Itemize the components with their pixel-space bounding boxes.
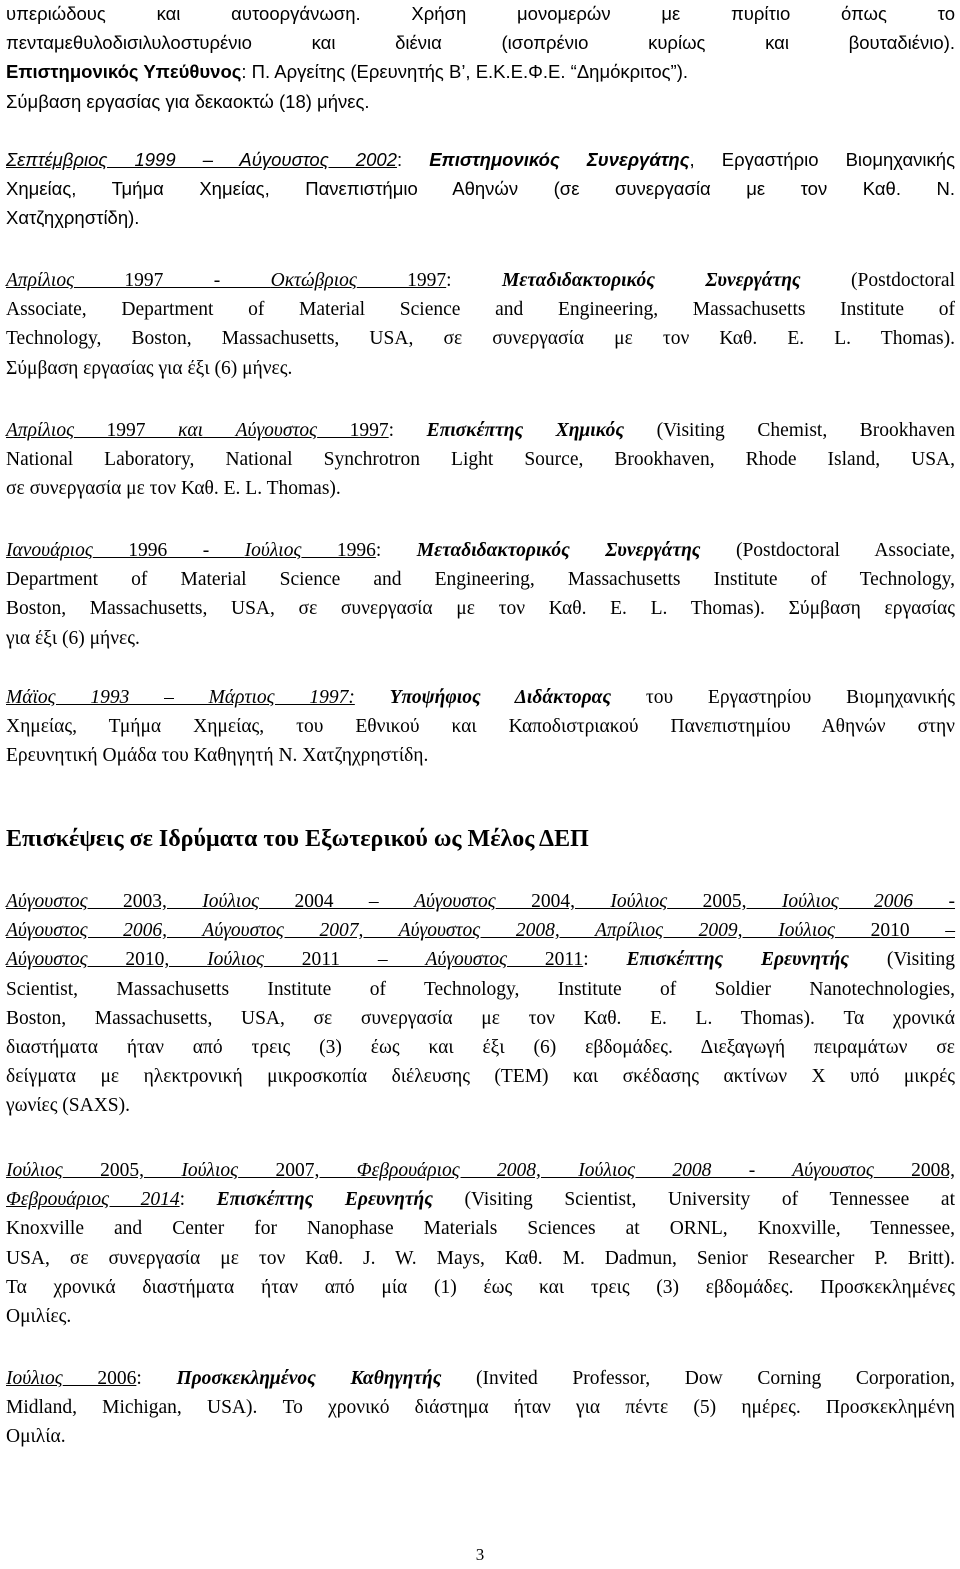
text-line: National Laboratory, National Synchrotron Light Source, Brookhaven, Rhode Island, USA, (6, 449, 955, 471)
date-year: 1997 (317, 420, 389, 441)
text-line: Ερευνητική Ομάδα του Καθηγητή Ν. Χατζηχρηστίδη. (6, 745, 429, 767)
date-month: Αύγουστος (235, 420, 318, 441)
date-year: 2006 (62, 1368, 137, 1389)
text-line: Τα χρονικά διαστήματα ήταν από μία (1) έως και τρεις (3) εβδομάδες. Προσκεκλημένες (6, 1276, 955, 1298)
text-line: Ομιλίες. (6, 1306, 72, 1328)
text-line: Φεβρουάριος 2014: Επισκέπτης Ερευνητής (Visiting Scientist, University of Tennessee at (6, 1189, 955, 1211)
text-fragment: (Postdoctoral (800, 270, 955, 291)
visit-tennessee (6, 1156, 955, 1331)
text-fragment: του Εργαστηρίου Βιομηχανικής (611, 687, 955, 708)
date-range (6, 420, 389, 441)
text-line: Ιανουάριος 1996 - Ιούλιος 1996: Μεταδιδακτορικός Συνεργάτης (Postdoctoral Associate, (6, 540, 956, 561)
text-line: Σύμβαση εργασίας για δεκαοκτώ (18) μήνες. (6, 90, 370, 112)
text-line: Αύγουστος 2010, Ιούλιος 2011 – Αύγουστος 2011: Επισκέπτης Ερευνητής (Visiting (6, 949, 956, 971)
date-space (203, 420, 236, 441)
date-range: Σεπτέμβριος 1999 – Αύγουστος 2002 (6, 149, 397, 170)
date-month: Αύγουστος 2006, Αύγουστος 2007, Αύγουστος 2008, Απρίλιος 2009, Ιούλιος (6, 920, 835, 942)
text-line: Απρίλιος 1997 - Οκτώβριος 1997: Μεταδιδακτορικός Συνεργάτης (Postdoctoral (6, 270, 955, 291)
date-year: 2005, (667, 891, 782, 912)
text-line (6, 1156, 955, 1185)
text-fragment: (Visiting Scientist, University of Tennessee at (432, 1189, 955, 1211)
text-fragment: , Εργαστήριο Βιομηχανικής (689, 149, 956, 170)
date-year: 2005, (62, 1160, 182, 1181)
text-fragment: (Visiting Chemist, Brookhaven (624, 420, 956, 441)
text-line: USA, σε συνεργασία με τον Καθ. J. W. Mays, Καθ. M. Dadmun, Senior Researcher P. Britt). (6, 1247, 955, 1269)
date-year: 1997 (356, 270, 447, 291)
date-month: Απρίλιος (6, 270, 74, 291)
date-range (6, 270, 446, 291)
date-year: 2010 – (834, 920, 955, 942)
role-title: Μεταδιδακτορικός Συνεργάτης (416, 540, 701, 561)
text-line: Χημείας, Τμήμα Χημείας, του Εθνικού και Καποδιστριακού Πανεπιστημίου Αθηνών στην (6, 716, 955, 738)
date-range: Μάϊος 1993 – Μάρτιος 1997: (6, 687, 355, 708)
date-month: Ιούλιος (6, 1160, 63, 1181)
date-month: Αύγουστος (414, 891, 496, 912)
text-line (6, 916, 955, 945)
entry-1999-2002 (6, 145, 955, 233)
page-number: 3 (475, 1545, 485, 1564)
date-range: Φεβρουάριος 2014 (6, 1189, 180, 1211)
entry-1996-postdoc (6, 536, 955, 653)
date-month: Φεβρουάριος 2008, Ιούλιος 2008 - Αύγουστος (356, 1160, 874, 1181)
text-line: Σύμβαση εργασίας για έξι (6) μήνες. (6, 357, 293, 379)
text-fragment: (Visiting (848, 949, 956, 971)
date-month: Ιούλιος 2006 (781, 891, 914, 912)
text-fragment: : Π. Αργείτης (Ερευνητής Β’, Ε.Κ.Ε.Φ.Ε. “Δημόκριτος”). (241, 61, 689, 83)
text-line: δείγματα με ηλεκτρονική μικροσκοπία διέλευσης (TEM) και σκέδασης ακτίνων Χ υπό μικρές (6, 1066, 955, 1088)
date-year: 2011 (507, 949, 584, 971)
date-year: 2003, (87, 891, 203, 912)
text-line: διαστήματα ήταν από τρεις (3) έως και έξι (6) εβδομάδες. Διεξαγωγή πειραμάτων σε (6, 1037, 955, 1059)
text-line: πενταμεθυλοδισιλυλοστυρένιο και διένια (ισοπρένιο κυρίως και βουταδιένιο). (6, 32, 955, 54)
date-month: Οκτώβριος (270, 270, 357, 291)
visit-dow-corning (6, 1364, 955, 1452)
date-list (6, 891, 955, 912)
text-line: Associate, Department of Material Science and Engineering, Massachusetts Institute of (6, 299, 955, 321)
entry-1997-postdoc (6, 266, 955, 383)
intro-paragraph (6, 0, 955, 116)
entry-1993-1997-phd (6, 683, 955, 771)
date-month: Απρίλιος (6, 420, 74, 441)
text-line: Boston, Massachusetts, USA, σε συνεργασία με τον Καθ. E. L. Thomas). Τα χρονικά (6, 1007, 955, 1029)
text-line: Boston, Massachusetts, USA, σε συνεργασία με τον Καθ. E. L. Thomas). Σύμβαση εργασίας (6, 598, 955, 620)
date-month: Ιανουάριος (6, 540, 93, 561)
date-year: 2010, (87, 949, 208, 971)
date-month: Ιούλιος (244, 540, 302, 561)
text-line: Σεπτέμβριος 1999 – Αύγουστος 2002: Επιστημονικός Συνεργάτης, Εργαστήριο Βιομηχανικής (6, 149, 956, 170)
date-year: 2011 – (263, 949, 426, 971)
date-year: 1997 (73, 420, 179, 441)
role-title: Προσκεκλημένος Καθηγητής (176, 1368, 442, 1389)
date-year: - (913, 891, 956, 912)
bold-label: Επιστημονικός Υπεύθυνος (6, 61, 242, 83)
role-title: Επιστημονικός Συνεργάτης (429, 149, 690, 170)
date-range (6, 540, 376, 561)
visit-mit (6, 887, 955, 1121)
date-month: Ιούλιος (610, 891, 668, 912)
text-line: Scientist, Massachusetts Institute of Technology, Institute of Soldier Nanotechnologies, (6, 978, 955, 1000)
date-range (6, 1368, 136, 1389)
text-fragment: (Postdoctoral Associate, (700, 540, 956, 561)
text-line: Midland, Michigan, USA). Το χρονικό διάστημα ήταν για πέντε (5) ημέρες. Προσκεκλημένη (6, 1397, 955, 1419)
date-year: 2007, (238, 1160, 357, 1181)
date-list (6, 949, 583, 970)
date-list (6, 920, 955, 941)
text-line: σε συνεργασία με τον Καθ. E. L. Thomas). (6, 478, 341, 500)
text-line: για έξι (6) μήνες. (6, 627, 140, 649)
date-month: Ιούλιος (6, 1368, 63, 1389)
date-month: Αύγουστος (6, 891, 88, 912)
role-title: Υποψήφιος Διδάκτορας (389, 687, 612, 708)
text-line: Ομιλία. (6, 1426, 66, 1448)
text-line: γωνίες (SAXS). (6, 1095, 131, 1117)
date-connector: και (178, 420, 204, 441)
role-title: Επισκέπτης Ερευνητής (626, 949, 849, 971)
date-month: Ιούλιος (181, 1160, 239, 1181)
text-line: Knoxville and Center for Nanophase Materials Sciences at ORNL, Knoxville, Tennessee, (6, 1218, 955, 1240)
date-year: 2004, (495, 891, 611, 912)
date-year: 2008, (873, 1160, 956, 1181)
text-line: Χημείας, Τμήμα Χημείας, Πανεπιστήμιο Αθηνών (σε συνεργασία με τον Καθ. Ν. (6, 178, 955, 200)
text-fragment: (Invited Professor, Dow Corning Corporation, (441, 1368, 955, 1389)
date-month: Ιούλιος (202, 891, 260, 912)
text-line (6, 683, 955, 712)
text-line (6, 57, 955, 86)
date-year: 1996 (301, 540, 376, 561)
role-title: Μεταδιδακτορικός Συνεργάτης (501, 270, 801, 291)
date-month: Ιούλιος (207, 949, 264, 971)
text-line: υπεριώδους και αυτοοργάνωση. Χρήση μονομερών με πυρίτιο όπως το (6, 3, 955, 24)
text-line: Ιούλιος 2006: Προσκεκλημένος Καθηγητής (Invited Professor, Dow Corning Corporation, (6, 1368, 955, 1389)
role-title: Επισκέπτης Ερευνητής (216, 1189, 433, 1211)
text-line: Technology, Boston, Massachusetts, USA, σε συνεργασία με τον Καθ. E. L. Thomas). (6, 328, 955, 350)
text-line: Department of Material Science and Engineering, Massachusetts Institute of Technology, (6, 569, 955, 591)
date-year: 2004 – (259, 891, 415, 912)
section-heading: Επισκέψεις σε Ιδρύματα του Εξωτερικού ως Μέλος ΔΕΠ (6, 826, 589, 852)
role-title: Επισκέπτης Χημικός (426, 420, 625, 441)
date-month: Αύγουστος (425, 949, 508, 971)
text-line (6, 887, 955, 916)
date-list (6, 1160, 955, 1181)
date-month: Αύγουστος (6, 949, 88, 971)
text-line: Απρίλιος 1997 και Αύγουστος 1997: Επισκέπτης Χημικός (Visiting Chemist, Brookhaven (6, 420, 956, 441)
entry-1997-visiting (6, 416, 955, 504)
date-year: 1996 - (92, 540, 245, 561)
date-year: 1997 - (73, 270, 271, 291)
text-line: Χατζηχρηστίδη). (6, 207, 140, 229)
